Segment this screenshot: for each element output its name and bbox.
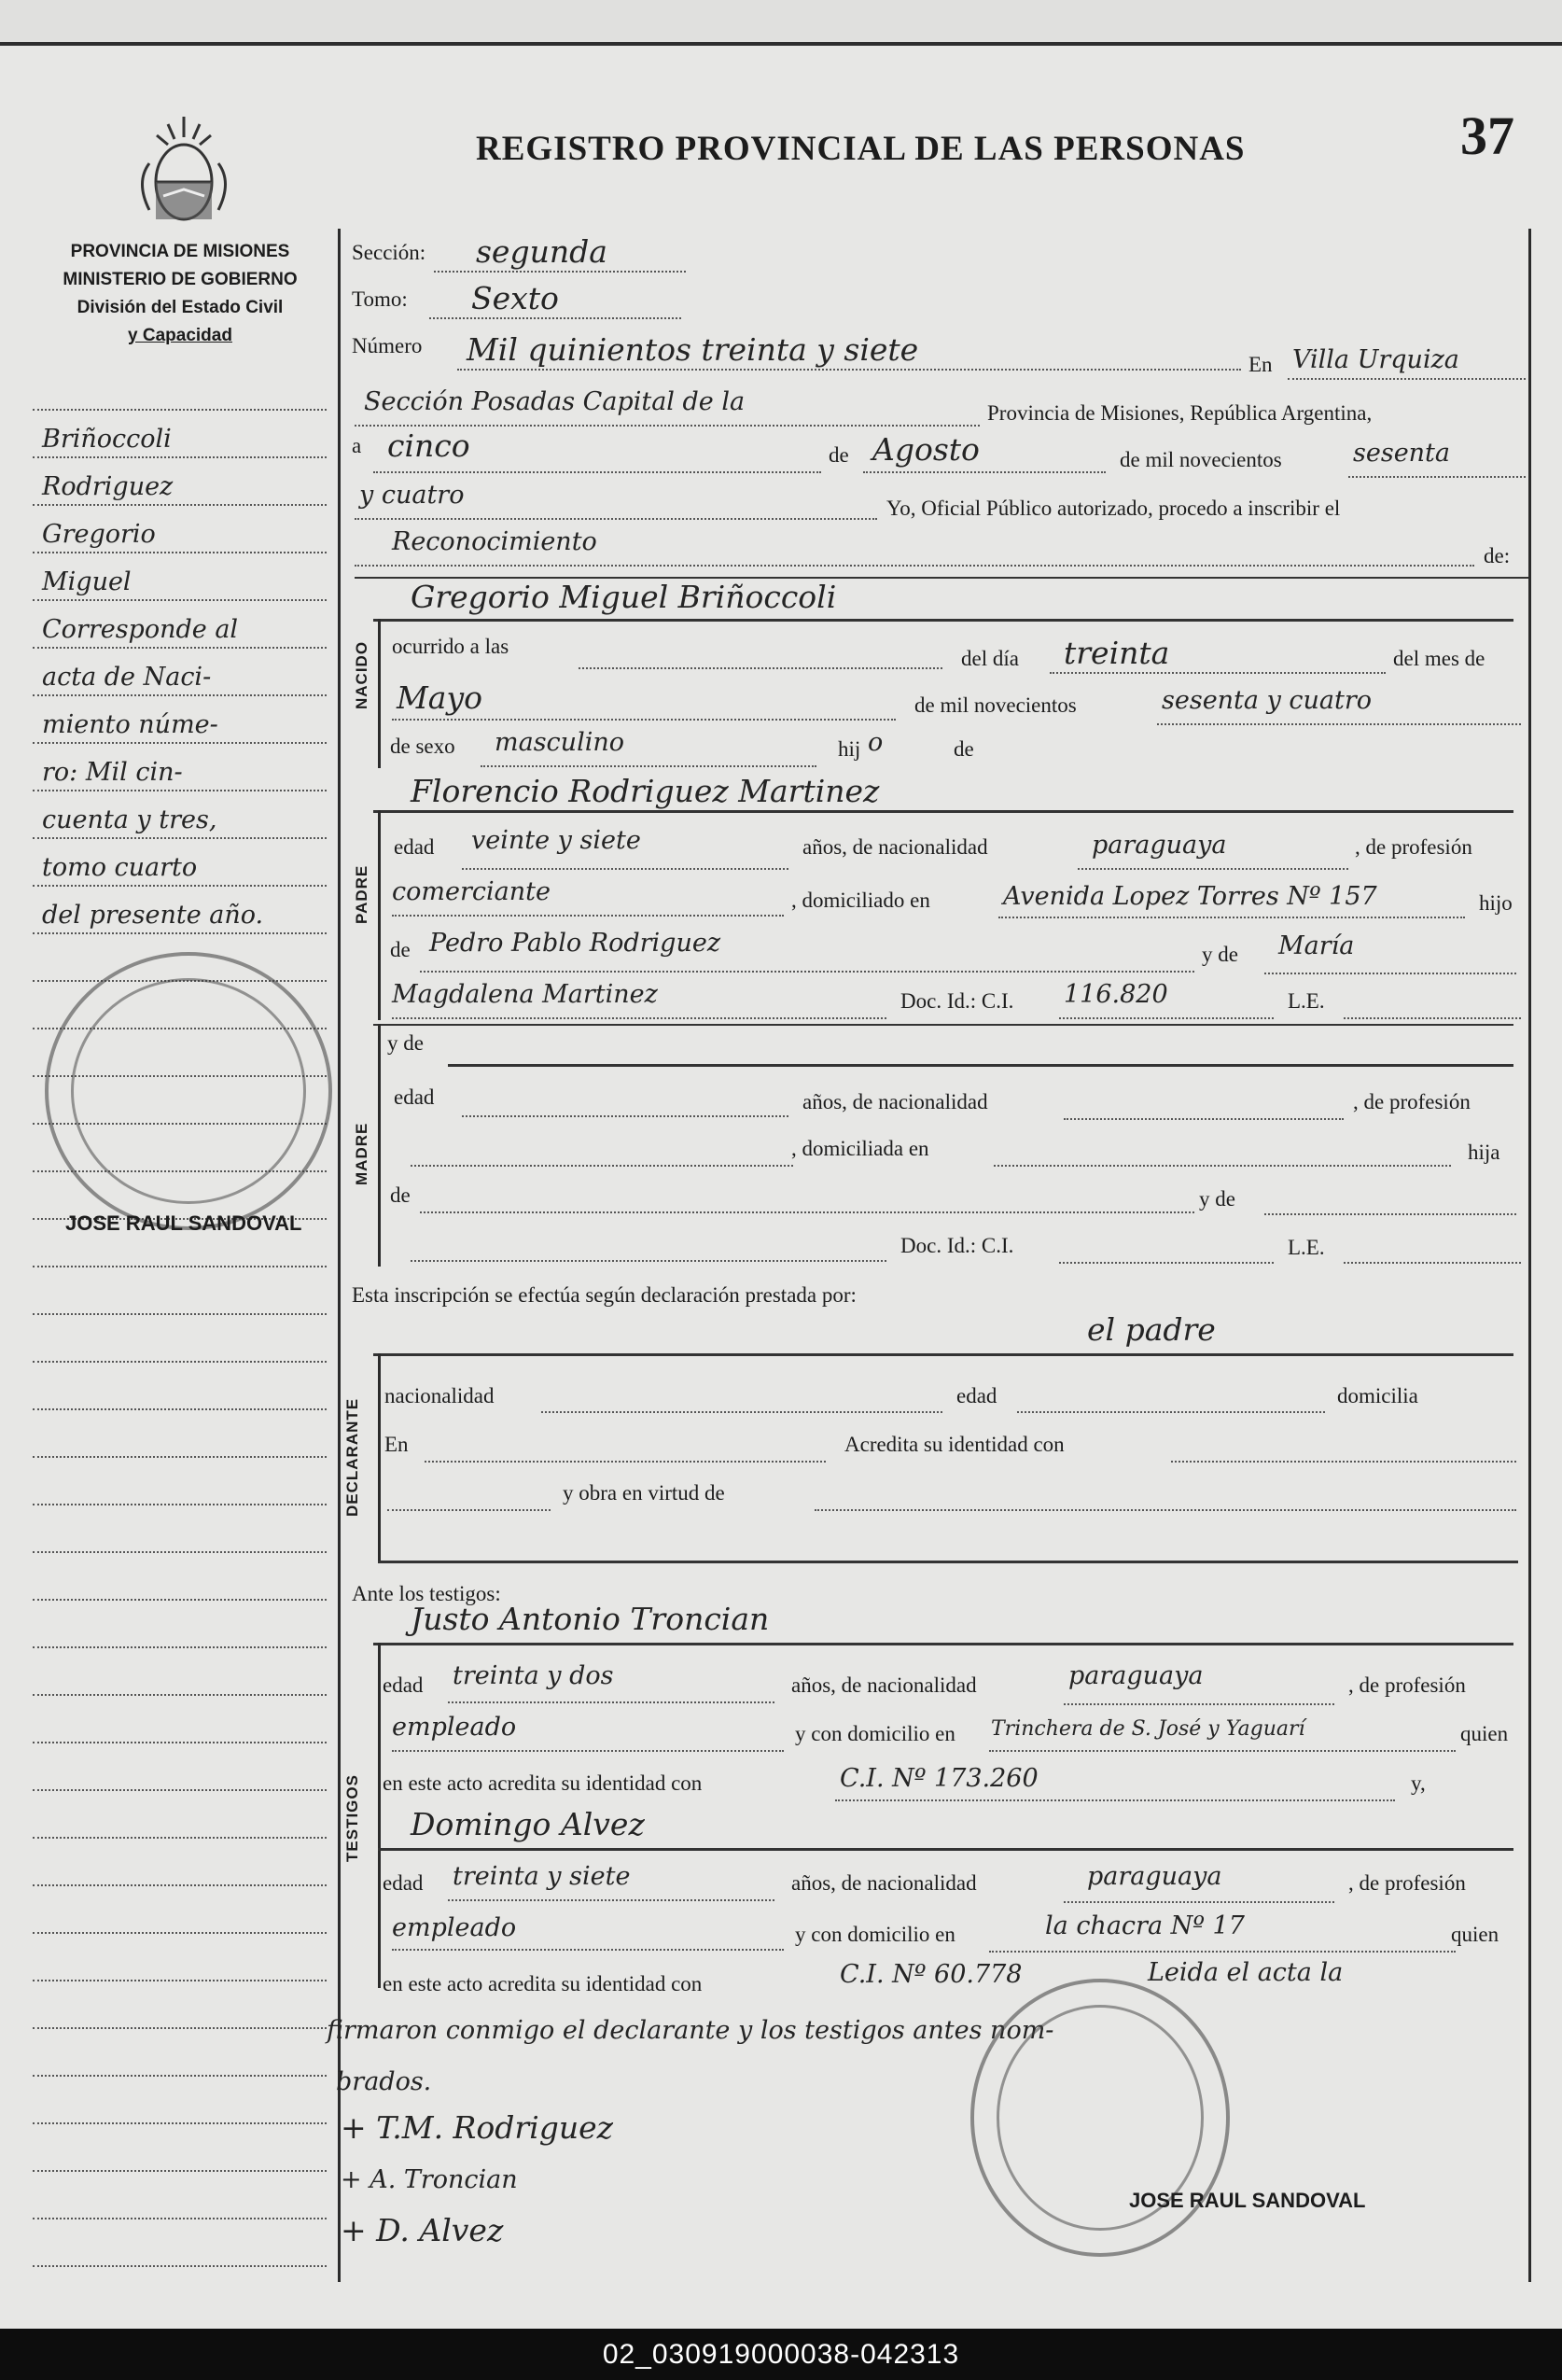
t1-anios-label: años, de nacionalidad — [791, 1673, 977, 1697]
dotted-rule — [1078, 868, 1348, 870]
padre-domiciliado-label: , domiciliado en — [791, 889, 930, 912]
t1-con-domicilio-label: y con domicilio en — [795, 1722, 955, 1745]
del-dia-label: del día — [961, 647, 1019, 670]
margin-note-line: tomo cuarto — [42, 853, 198, 882]
dotted-rule — [355, 425, 980, 427]
margin-note-line: cuenta y tres, — [42, 805, 217, 834]
dotted-rule — [387, 1509, 551, 1511]
hij-de-label: de — [954, 737, 974, 761]
section-rule — [373, 1353, 1513, 1356]
de-mil-label: de mil novecientos — [1120, 448, 1282, 471]
padre-doc-label: Doc. Id.: C.I. — [900, 989, 1014, 1013]
margin-rule — [33, 1504, 327, 1505]
anio2-value: y cuatro — [359, 481, 465, 510]
margin-note-line: miento núme- — [42, 710, 218, 739]
margin-rule — [33, 1456, 327, 1458]
firmaron-value: firmaron conmigo el declarante y los testigos antes nom- — [327, 2016, 1054, 2045]
right-border — [1528, 229, 1531, 2282]
dotted-rule — [420, 1211, 1194, 1213]
padre-side-label: PADRE — [353, 864, 370, 924]
dotted-rule — [462, 1115, 788, 1117]
margin-rule — [33, 837, 327, 839]
dotted-rule — [1050, 672, 1386, 674]
de-mes-value: Agosto — [872, 431, 980, 468]
abuelo-de-label: de — [390, 938, 411, 961]
padre-hijo-label: hijo — [1479, 891, 1513, 915]
margin-note-line: Gregorio — [42, 520, 156, 549]
dotted-rule — [1059, 1262, 1274, 1264]
margin-note-line: Briñoccoli — [42, 425, 172, 454]
t2-id-value: C.I. Nº 60.778 — [840, 1960, 1023, 1989]
dotted-rule — [448, 1701, 774, 1703]
section-rule — [373, 810, 1513, 813]
dotted-rule — [481, 765, 816, 767]
margin-rule — [33, 2122, 327, 2124]
seccion-label: Sección: — [352, 241, 426, 264]
t1-edad-label: edad — [383, 1673, 424, 1697]
margin-rule — [33, 504, 327, 506]
yo-label: Yo, Oficial Público autorizado, procedo a inscribir el — [886, 497, 1341, 520]
de-label: de — [829, 443, 849, 467]
margin-rule — [33, 409, 327, 411]
declarante-obra-label: y obra en virtud de — [563, 1481, 725, 1505]
dotted-rule — [429, 317, 681, 319]
dotted-rule — [994, 1165, 1451, 1167]
margin-rule — [33, 742, 327, 744]
margin-rule — [33, 1837, 327, 1839]
t1-id-value: C.I. Nº 173.260 — [840, 1764, 1039, 1793]
dotted-rule — [1344, 1017, 1521, 1019]
page-title: REGISTRO PROVINCIAL DE LAS PERSONAS — [476, 130, 1246, 168]
dotted-rule — [863, 471, 1106, 473]
padre-prof-value: comerciante — [392, 877, 551, 906]
t1-acredita-label: en este acto acredita su identidad con — [383, 1771, 703, 1795]
margin-rule — [33, 2027, 327, 2029]
madre-edad-label: edad — [394, 1085, 435, 1109]
dotted-rule — [373, 471, 821, 473]
numero-label: Número — [352, 334, 423, 357]
t2-edad-value: treinta y siete — [453, 1862, 631, 1891]
abuela2-value: Magdalena Martinez — [392, 980, 658, 1009]
dotted-rule — [989, 1951, 1456, 1953]
dotted-rule — [815, 1509, 1516, 1511]
dotted-rule — [411, 1260, 886, 1262]
declarante-en-label: En — [384, 1433, 409, 1456]
stamp-name-right: JOSE RAUL SANDOVAL — [1129, 2189, 1366, 2212]
sexo-value: masculino — [495, 728, 624, 757]
declarante-nacionalidad-label: nacionalidad — [384, 1384, 495, 1407]
testigos-side-label: TESTIGOS — [343, 1774, 361, 1862]
t2-con-domicilio-label: y con domicilio en — [795, 1923, 955, 1946]
del-mes-label: del mes de — [1393, 647, 1485, 670]
dotted-rule — [434, 271, 686, 273]
en-value: Villa Urquiza — [1292, 345, 1459, 374]
a-dia-value: cinco — [387, 427, 470, 464]
margin-rule — [33, 932, 327, 934]
margin-rule — [33, 1599, 327, 1601]
dotted-rule — [392, 915, 784, 917]
nacido-side-label: NACIDO — [353, 640, 370, 709]
a-label: a — [352, 434, 362, 457]
issuing-office — [26, 238, 334, 350]
section-rule — [378, 1848, 1513, 1851]
t2-profesion-label: , de profesión — [1348, 1871, 1466, 1895]
anio-nac-value: sesenta y cuatro — [1162, 686, 1373, 715]
section-rule — [373, 1643, 1513, 1645]
abuela1-value: María — [1278, 931, 1355, 960]
dotted-rule — [541, 1411, 942, 1413]
dotted-rule — [448, 1899, 774, 1901]
margin-rule — [33, 1361, 327, 1363]
margin-rule — [33, 599, 327, 601]
t1-dom-value: Trinchera de S. José y Yaguarí — [991, 1717, 1305, 1741]
t2-edad-label: edad — [383, 1871, 424, 1895]
dotted-rule — [392, 1750, 784, 1752]
padre-profesion-label: , de profesión — [1355, 835, 1472, 859]
en-label: En — [1248, 353, 1273, 376]
section-bracket — [378, 619, 381, 768]
t2-nac-value: paraguaya — [1087, 1862, 1222, 1891]
dotted-rule — [835, 1799, 1395, 1801]
margin-rule — [33, 456, 327, 458]
t2-dom-value: la chacra Nº 17 — [1045, 1911, 1245, 1940]
margin-note-line: Rodriguez — [42, 472, 174, 501]
margin-divider — [338, 229, 341, 2282]
madre-y-de-label: y de — [387, 1031, 424, 1055]
margin-rule — [33, 1646, 327, 1648]
dotted-rule — [355, 565, 1474, 567]
leida-value: Leida el acta la — [1148, 1958, 1344, 1987]
ocurrido-label: ocurrido a las — [392, 635, 509, 658]
tomo-value: Sexto — [471, 280, 559, 316]
stamp-name-left: JOSE RAUL SANDOVAL — [65, 1211, 302, 1235]
margin-rule — [33, 1551, 327, 1553]
margin-rule — [33, 1980, 327, 1981]
dotted-rule — [1064, 1901, 1334, 1903]
de-colon-label: de: — [1484, 544, 1511, 567]
padre-dom-value: Avenida Lopez Torres Nº 157 — [1003, 882, 1377, 911]
t1-edad-value: treinta y dos — [453, 1661, 614, 1690]
margin-rule — [33, 1742, 327, 1743]
madre-anios-label: años, de nacionalidad — [802, 1090, 988, 1113]
madre-side-label: MADRE — [353, 1122, 370, 1185]
hij-suffix: o — [868, 728, 884, 757]
margin-rule — [33, 647, 327, 649]
dotted-rule — [1059, 1017, 1274, 1019]
margin-rule — [33, 790, 327, 791]
margin-rule — [33, 2170, 327, 2172]
dotted-rule — [1064, 1703, 1334, 1705]
numero-value: Mil quinientos treinta y siete — [467, 331, 919, 368]
dotted-rule — [1344, 1262, 1521, 1264]
t2-prof-value: empleado — [392, 1913, 517, 1942]
padre-anios-label: años, de nacionalidad — [802, 835, 988, 859]
padre-edad-label: edad — [394, 835, 435, 859]
dotted-rule — [998, 917, 1465, 918]
margin-rule — [33, 1884, 327, 1886]
dia-value: treinta — [1064, 635, 1170, 671]
dotted-rule — [1264, 1213, 1516, 1215]
official-seal-left — [45, 952, 332, 1230]
province-line: PROVINCIA DE MISIONES — [70, 242, 290, 261]
padre-edad-value: veinte y siete — [471, 826, 641, 855]
dotted-rule — [457, 369, 1241, 371]
dotted-rule — [1348, 476, 1526, 478]
madre-de-label: de — [390, 1183, 411, 1207]
section-bracket — [378, 1353, 381, 1563]
seccion-line-value: Sección Posadas Capital de la — [364, 387, 746, 416]
t2-acredita-label: en este acto acredita su identidad con — [383, 1972, 703, 1995]
padre-nombre-value: Florencio Rodriguez Martinez — [411, 773, 880, 809]
madre-le-label: L.E. — [1288, 1236, 1325, 1259]
dotted-rule — [392, 719, 896, 721]
nombre-value: Gregorio Miguel Briñoccoli — [411, 579, 837, 615]
declarante-acredita-label: Acredita su identidad con — [844, 1433, 1065, 1456]
dotted-rule — [989, 1750, 1456, 1752]
dotted-rule — [579, 667, 942, 669]
declarante-value: el padre — [1087, 1311, 1216, 1348]
dotted-rule — [1157, 723, 1521, 725]
dotted-rule — [1171, 1461, 1516, 1463]
ante-label: Ante los testigos: — [352, 1582, 501, 1605]
testigo2-nombre-value: Domingo Alvez — [411, 1806, 645, 1842]
page-top-edge — [0, 0, 1562, 46]
padre-nac-value: paraguaya — [1092, 831, 1227, 860]
madre-doc-label: Doc. Id.: C.I. — [900, 1234, 1014, 1257]
section-rule — [373, 619, 1513, 622]
scan-id-footer: 02_030919000038-042313 — [0, 2329, 1562, 2380]
declarante-domicilia-label: domicilia — [1337, 1384, 1418, 1407]
margin-note-line: del presente año. — [42, 901, 264, 930]
abuela-y-de-label: y de — [1202, 943, 1238, 966]
official-seal-right — [970, 1979, 1230, 2257]
margin-rule — [33, 552, 327, 553]
margin-note-line: Miguel — [42, 567, 132, 596]
mes-value: Mayo — [397, 679, 482, 716]
margin-rule — [33, 2075, 327, 2077]
inscripcion-label: Esta inscripción se efectúa según declaración prestada por: — [352, 1283, 857, 1307]
page-number: 37 — [1460, 105, 1514, 166]
dotted-rule — [425, 1461, 826, 1463]
sexo-label: de sexo — [390, 735, 455, 758]
testigo1-nombre-value: Justo Antonio Troncian — [411, 1601, 770, 1637]
margin-note-line: ro: Mil cin- — [42, 758, 183, 787]
firma1-signature: + T.M. Rodriguez — [341, 2109, 614, 2146]
coat-of-arms-icon — [131, 107, 238, 238]
margin-rule — [33, 1266, 327, 1267]
section-bracket — [378, 1643, 381, 1988]
dotted-rule — [392, 1017, 886, 1019]
margin-rule — [33, 885, 327, 887]
declarante-edad-label: edad — [956, 1384, 997, 1407]
t1-quien-label: quien — [1460, 1722, 1509, 1745]
t1-y-label: y, — [1411, 1771, 1426, 1795]
madre-profesion-label: , de profesión — [1353, 1090, 1471, 1113]
t1-prof-value: empleado — [392, 1713, 517, 1742]
seccion-value: segunda — [476, 233, 607, 270]
ministry-line: MINISTERIO DE GOBIERNO — [63, 270, 298, 289]
margin-rule — [33, 1789, 327, 1791]
t2-anios-label: años, de nacionalidad — [791, 1871, 977, 1895]
abuelo-value: Pedro Pablo Rodriguez — [429, 929, 721, 958]
madre-hija-label: hija — [1468, 1141, 1500, 1164]
margin-rule — [33, 1408, 327, 1410]
dotted-rule — [1288, 378, 1526, 380]
provincia-label: Provincia de Misiones, República Argentina, — [987, 401, 1373, 425]
margin-rule — [33, 2218, 327, 2219]
margin-rule — [33, 1694, 327, 1696]
capacidad-line: y Capacidad — [128, 326, 232, 345]
tomo-label: Tomo: — [352, 287, 408, 311]
dotted-rule — [462, 868, 788, 870]
margin-rule — [33, 2265, 327, 2267]
dotted-rule — [1064, 1118, 1344, 1120]
firma3-signature: + D. Alvez — [341, 2212, 504, 2248]
margin-note-line: Corresponde al — [42, 615, 239, 644]
de-mil2-label: de mil novecientos — [914, 693, 1077, 717]
firma2-signature: + A. Troncian — [341, 2165, 518, 2194]
t2-quien-label: quien — [1451, 1923, 1499, 1946]
madre-domiciliada-label: , domiciliada en — [791, 1137, 929, 1160]
dotted-rule — [1017, 1411, 1325, 1413]
margin-rule — [33, 694, 327, 696]
anio1-value: sesenta — [1353, 439, 1451, 468]
brados-value: brados. — [336, 2067, 432, 2096]
section-rule — [373, 1024, 1513, 1026]
dotted-rule — [392, 1949, 784, 1951]
tipo-value: Reconocimiento — [392, 527, 597, 556]
t1-profesion-label: , de profesión — [1348, 1673, 1466, 1697]
division-line: División del Estado Civil — [77, 298, 284, 317]
margin-rule — [33, 1932, 327, 1934]
dotted-rule — [1264, 973, 1516, 974]
dotted-rule — [411, 1165, 793, 1167]
margin-rule — [33, 1313, 327, 1315]
dotted-rule — [355, 518, 877, 520]
padre-le-label: L.E. — [1288, 989, 1325, 1013]
section-rule — [448, 1064, 1513, 1067]
madre-abuela-y-de-label: y de — [1199, 1187, 1235, 1211]
margin-note-line: acta de Naci- — [42, 663, 212, 692]
section-bracket — [378, 810, 381, 1020]
section-rule — [378, 1561, 1518, 1563]
dotted-rule — [420, 971, 1194, 973]
hij-label: hij — [838, 737, 861, 761]
t1-nac-value: paraguaya — [1068, 1661, 1204, 1690]
padre-ci-value: 116.820 — [1064, 980, 1168, 1009]
section-bracket — [378, 1024, 381, 1267]
declarante-side-label: DECLARANTE — [343, 1397, 361, 1517]
